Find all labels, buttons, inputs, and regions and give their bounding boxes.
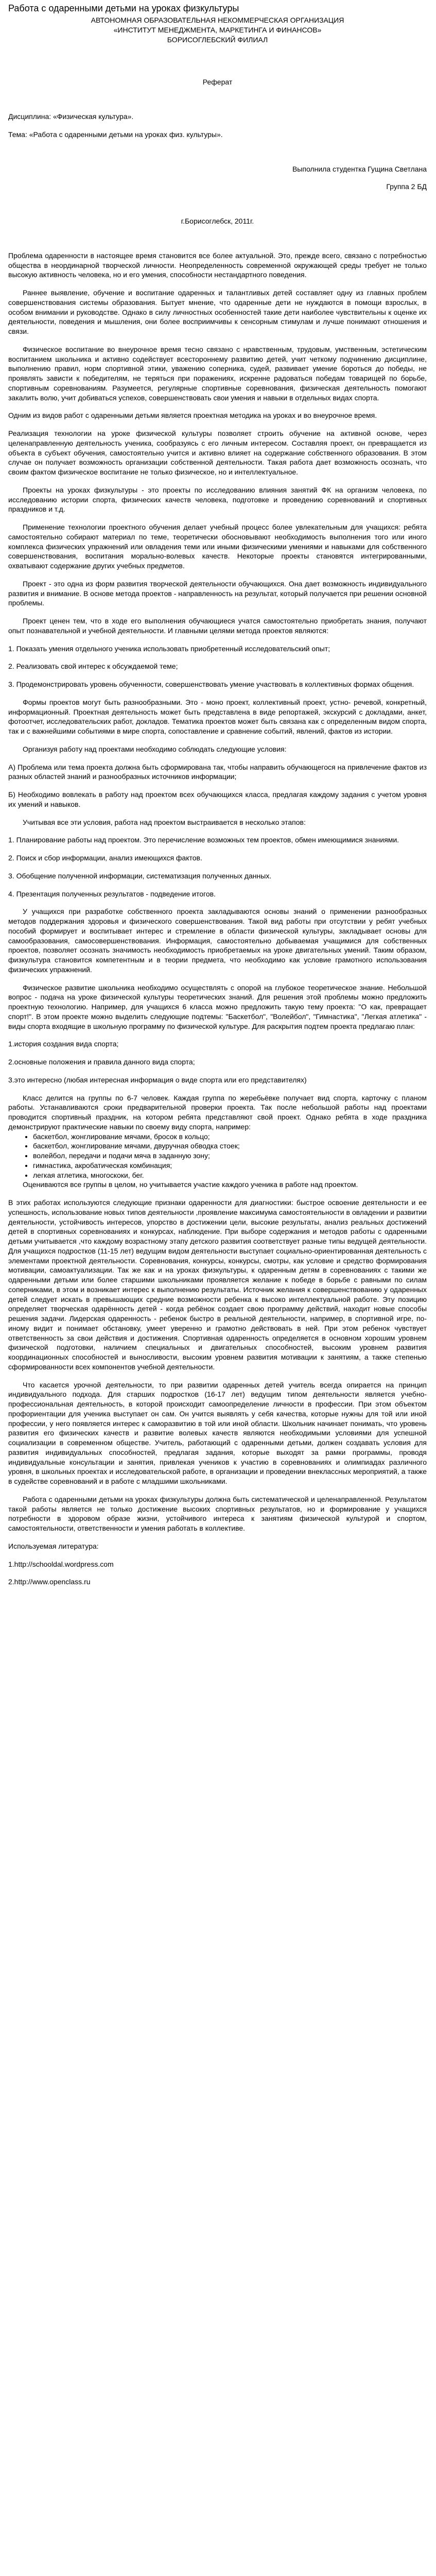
- paragraph: Что касается урочной деятельности, то при развитии одаренных детей учитель всегда опирается на принцип индивидуального подхода. Для старших подростков (16-17 лет) ведущим типом деятельности является учебно-профессиональная деятельность, в которой происходит самоопределение личности в профессии. При этом объектом профориентации для ученика выступает он сам. Он учится выявлять у себя качества, которые нужны для той или иной профессии, у него появляется интерес к саморазвитию в той или иной области. Школьник начинает понимать, что уровень развития его физических качеств и развитие волевых качеств являются необходимыми условиями для успешной социализации в современном обществе. Учитель, работающий с одаренными детьми, должен создавать условия для развития индивидуальных способностей, предлагая задания, которые выходят за рамки программы, проводя индивидуальные консультации и занятия, привлекая учеников к участию в соревнованиях и олимпиадах различного уровня, в школьных проектах и исследовательской работе, в организации и проведении внеклассных мероприятий, а также в судействе соревнований и в работе с младшими школьниками.: [8, 1380, 427, 1486]
- city-year: г.Борисоглебск, 2011г.: [181, 217, 254, 226]
- paragraph: Применение технологии проектного обучения делает учебный процесс более увлекательным для учащихся: ребята самостоятельно собирают материал по теме, теоретически обосновывают необходимость выполнения того или иного комплекса физических упражнений или овладения теми или иными физическими умениями и навыками для собственного совершенствования, воспитания морально-волевых качеств. Некоторые проекты становятся интегрированными, охватывают содержание других учебных предметов.: [8, 523, 427, 570]
- paragraph: 1.история создания вида спорта;: [8, 1040, 119, 1048]
- literature-link[interactable]: 1.http://schooldal.wordpress.com: [8, 1560, 114, 1568]
- org-line: АВТОНОМНАЯ ОБРАЗОВАТЕЛЬНАЯ НЕКОММЕРЧЕСКАЯ ОРГАНИЗАЦИЯ: [91, 16, 344, 25]
- paragraph: 1. Показать умения отдельного ученика использовать приобретенный исследовательский опыт;: [8, 644, 330, 653]
- paragraph: Класс делится на группы по 6-7 человек. Каждая группа по жеребьёвке получает вид спорта, карточку с планом работы. Устанавливаются сроки предварительной проверки проекта. Так после небольшой работы над проектами проводится спортивный праздник, на котором ребята представляют свой проект. Однако ребята в ходе праздника демонстрируют практические навыки по своему виду спорта, например:: [8, 1093, 427, 1131]
- paragraph: 3. Обобщение полученной информации, систематизация полученных данных.: [8, 871, 272, 880]
- list-item: • гимнастика, акробатическая комбинация;: [33, 1161, 427, 1171]
- author-line: Выполнила студентка Гущина Светлана: [292, 164, 427, 173]
- paragraph: 1. Планирование работы над проектом. Это перечисление возможных тем проектов, обмен имеющимися знаниями.: [8, 836, 399, 844]
- paragraph: Организуя работу над проектами необходимо соблюдать следующие условия:: [23, 744, 287, 753]
- bullet-list: [8, 1132, 427, 1180]
- paragraph: Проекты на уроках физкультуры - это проекты по исследованию влияния занятий ФК на организм человека, по исследованию истории спорта, физических качеств человека, подготовке и проведению соревнований и спортивных праздников и т.д.: [8, 485, 427, 514]
- topic-line: Тема: «Работа с одаренными детьми на уроках физ. культуры».: [8, 130, 223, 139]
- list-item: • волейбол, передачи и подачи мяча в заданную зону;: [33, 1151, 427, 1161]
- paragraph: Реализация технологии на уроке физической культуры позволяет строить обучение на активной основе, через целенаправленную деятельность ученика, сообразуясь с его личным интересом. Составляя проект, он превращается из объекта в субъект обучения, самостоятельно учится и активно влияет на содержание собственного образования. В этом случае он получает возможность организации собственной деятельности. Такая работа дает возможность осознать, что своим фактом физическое воспитание не только физическое, но и интеллектуальное.: [8, 429, 427, 477]
- paragraph: В этих работах используются следующие признаки одаренности для диагностики: быстрое освоение деятельности и ее успешность, использование новых типов деятельности ,проявление максимума самостоятельности в овладении и развитии деятельности, устойчивость интересов, упорство в достижении цели, высокие результаты, анализ реальных достижений детей в спортивных соревнованиях и конкурсах, наблюдение. При выборе содержания и методов работы с одаренными детьми учитывается ,что каждому возрастному этапу детского развития соответствует разные типы ведущей деятельности. Для учащихся подростков (11-15 лет) ведущим видом деятельности выступает социально-ориентированная деятельность с элементами проектной деятельности. Соревнования, конкурсы, конкурсы, смотры, как условие и средство формирования мотивации, самоактуализации. Так же как и на уроках физкультуры, к одаренным детям в соревнованиях с такими же одаренными детьми или более старшими школьниками проявляется желание к победе в борьбе с равными по силам соперниками, в этом и возникает интерес к выполнению результаты. Источник желания к совершенствованию у одаренных детей следует искать в превышающих средние возможности ребенка к высоко интеллектуальной работе. Эту позицию определяет творческая одарённость детей - когда ребёнок создает свою программу действий, находит новые способы решения задачи. Лидерская одаренность - ребенок быстро в реальной деятельности, например, в спортивной игре, по-иному видит и понимает обстановку, умеет уверенно и грамотно действовать в ней. При этом ребенок чувствует ответственность за свои действия и достижения. Спортивная одаренность определяется в основном хорошим уровнем физической подготовки, наличием специальных и двигательных способностей, высоким уровнем развития координационных способностей и выносливости, высоким уровнем развития мотивации к занятиям, а также степенью сформированности всех компонентов учебной деятельности.: [8, 1198, 427, 1371]
- literature-link[interactable]: 2.http://www.openclass.ru: [8, 1578, 91, 1586]
- paragraph: Оцениваются все группы в целом, но учитывается участие каждого ученика в работе над проектом.: [23, 1180, 358, 1189]
- paragraph: 3.это интересно (любая интересная информация о виде спорта или его представителях): [8, 1075, 307, 1084]
- paragraph: Раннее выявление, обучение и воспитание одаренных и талантливых детей составляет одну из главных проблем совершенствования системы образования. Бытует мнение, что одаренные дети не нуждаются в помощи взрослых, в особом внимании и руководстве. Однако в силу личностных особенностей такие дети наиболее чувствительны к оценке их деятельности, поведения и мышления, они более восприимчивы к сенсорным стимулам и лучше понимают отношения и связи.: [8, 289, 427, 336]
- paragraph: Учитывая все эти условия, работа над проектом выстраивается в несколько этапов:: [23, 818, 306, 826]
- org-line: БОРИСОГЛЕБСКИЙ ФИЛИАЛ: [167, 35, 268, 44]
- org-line: «ИНСТИТУТ МЕНЕДЖМЕНТА, МАРКЕТИНГА И ФИНАНСОВ»: [113, 25, 322, 34]
- discipline-line: Дисциплина: «Физическая культура».: [8, 112, 134, 121]
- paragraph: Проект - это одна из форм развития творческой деятельности обучающихся. Она дает возможность индивидуального развития и внимание. В основе метода проектов - направленность на результат, который получается при решении основной проблемы.: [8, 579, 427, 607]
- paragraph: Одним из видов работ с одаренными детьми является проектная методика на уроках и во внеурочное время.: [8, 411, 377, 420]
- paragraph: 2. Реализовать свой интерес к обсуждаемой теме;: [8, 662, 178, 671]
- list-item: • баскетбол, жонглирование мячами, бросок в кольцо;: [33, 1132, 427, 1142]
- group-line: Группа 2 БД: [386, 182, 427, 191]
- paragraph: 2. Поиск и сбор информации, анализ имеющихся фактов.: [8, 854, 202, 862]
- paragraph: Формы проектов могут быть разнообразными. Это - моно проект, коллективный проект, устно- речевой, конкретный, информационный. Проектная деятельность может быть представлена в виде репортажей, экскурсий с докладами, анкет, фотоотчет, исследовательских работ, докладов. Тематика проектов может быть связана как с определенным видом спорта, так и с важнейшими событиями в мире спорта, сопоставление и сравнение событий, явлений, фактов из истории.: [8, 698, 427, 736]
- list-item: • баскетбол, жонглирование мячами, двуручная обводка стоек;: [33, 1141, 427, 1151]
- paragraph: Физическое развитие школьника необходимо осуществлять с опорой на глубокое теоретическое знание. Небольшой вопрос - подача на уроке физической культуры теоретических знаний. Для решения этой проблемы можно предложить проектную технологию. Например, для учащихся 6 класса можно предложить такую тему проекта: "О как, превращает спорт!". В этом проекте можно выделить следующие подтемы: "Баскетбол", "Волейбол", "Гимнастика", "Легкая атлетика" - виды спорта входящие в школьную программу по физической культуре. Для раскрытия подтем проекта предлагаю план:: [8, 983, 427, 1030]
- paragraph: 3. Продемонстрировать уровень обученности, совершенствовать умение участвовать в коллективных формах общения.: [8, 680, 414, 689]
- org-header: [8, 15, 427, 44]
- paragraph: Физическое воспитание во внеурочное время тесно связано с нравственным, трудовым, умственным, эстетическим воспитанием школьника и активно содействует всестороннему развитию детей, учит четкому подчинению дисциплине, выполнению правил, норм спортивной этики, уважению соперника, судей, развивает умение бороться до победы, не проявлять зависти к победителям, не теряться при поражениях, искренне радоваться победам товарищей по борьбе, спортивным соревнованиям. Разумеется, регулярные спортивные соревнования, физическая деятельность помогают закалить волю, учит добиваться успехов, совершенствовать свои умения и навыки в отдельных видах спорта.: [8, 345, 427, 402]
- paragraph: Проект ценен тем, что в ходе его выполнения обучающиеся учатся самостоятельно приобретать знания, получают опыт познавательной и учебной деятельности. И главными целями метода проектов являются:: [8, 617, 427, 635]
- paragraph: Работа с одаренными детьми на уроках физкультуры должна быть систематической и целенаправленной. Результатом такой работы является не только достижение высоких спортивных результатов, но и формирование у учащихся потребности в здоровом образе жизни, устойчивого интереса к занятиям физической культурой и спортом, самостоятельности, ответственности и умения работать в коллективе.: [8, 1495, 427, 1533]
- paragraph: А) Проблема или тема проекта должна быть сформирована так, чтобы направить обучающегося на привлечение фактов из разных областей знаний и разнообразных источников информации;: [8, 762, 427, 781]
- paragraph: Проблема одаренности в настоящее время становится все более актуальной. Это, прежде всего, связано с потребностью общества в неординарной творческой личности. Неопределенность современной окружающей среды требует не только высокую активность человека, но и его умения, способности нестандартного поведения.: [8, 251, 427, 279]
- literature-title: Используемая литература:: [8, 1541, 99, 1550]
- document-title: Работа с одаренными детьми на уроках физкультуры: [8, 3, 239, 13]
- paragraph: 4. Презентация полученных результатов - подведение итогов.: [8, 889, 216, 898]
- paragraph: Б) Необходимо вовлекать в работу над проектом всех обучающихся класса, предлагая каждому задания с учетом уровня их умений и навыков.: [8, 790, 427, 808]
- referat-heading: Реферат: [202, 78, 233, 87]
- paragraph: 2.основные положения и правила данного вида спорта;: [8, 1058, 195, 1066]
- list-item: • легкая атлетика, многоскоки, бег.: [33, 1171, 427, 1180]
- paragraph: У учащихся при разработке собственного проекта закладываются основы знаний о применении разнообразных методов поддержания здоровья и физического совершенствования. Такой вид работы при отсутствии у ребят учебных пособий формирует и воспитывает интерес и стремление в области физической культуры, закладывает основы для самообразования, самосовершенствования. Информация, самостоятельно добываемая учащимися для собственных проектов, позволяет осознать значимость необходимость приобретаемых на уроке двигательных умений. Таким образом, физкультура становится компетентным и в теории предмета, что необходимо как условие грамотного использования физических упражнений.: [8, 907, 427, 974]
